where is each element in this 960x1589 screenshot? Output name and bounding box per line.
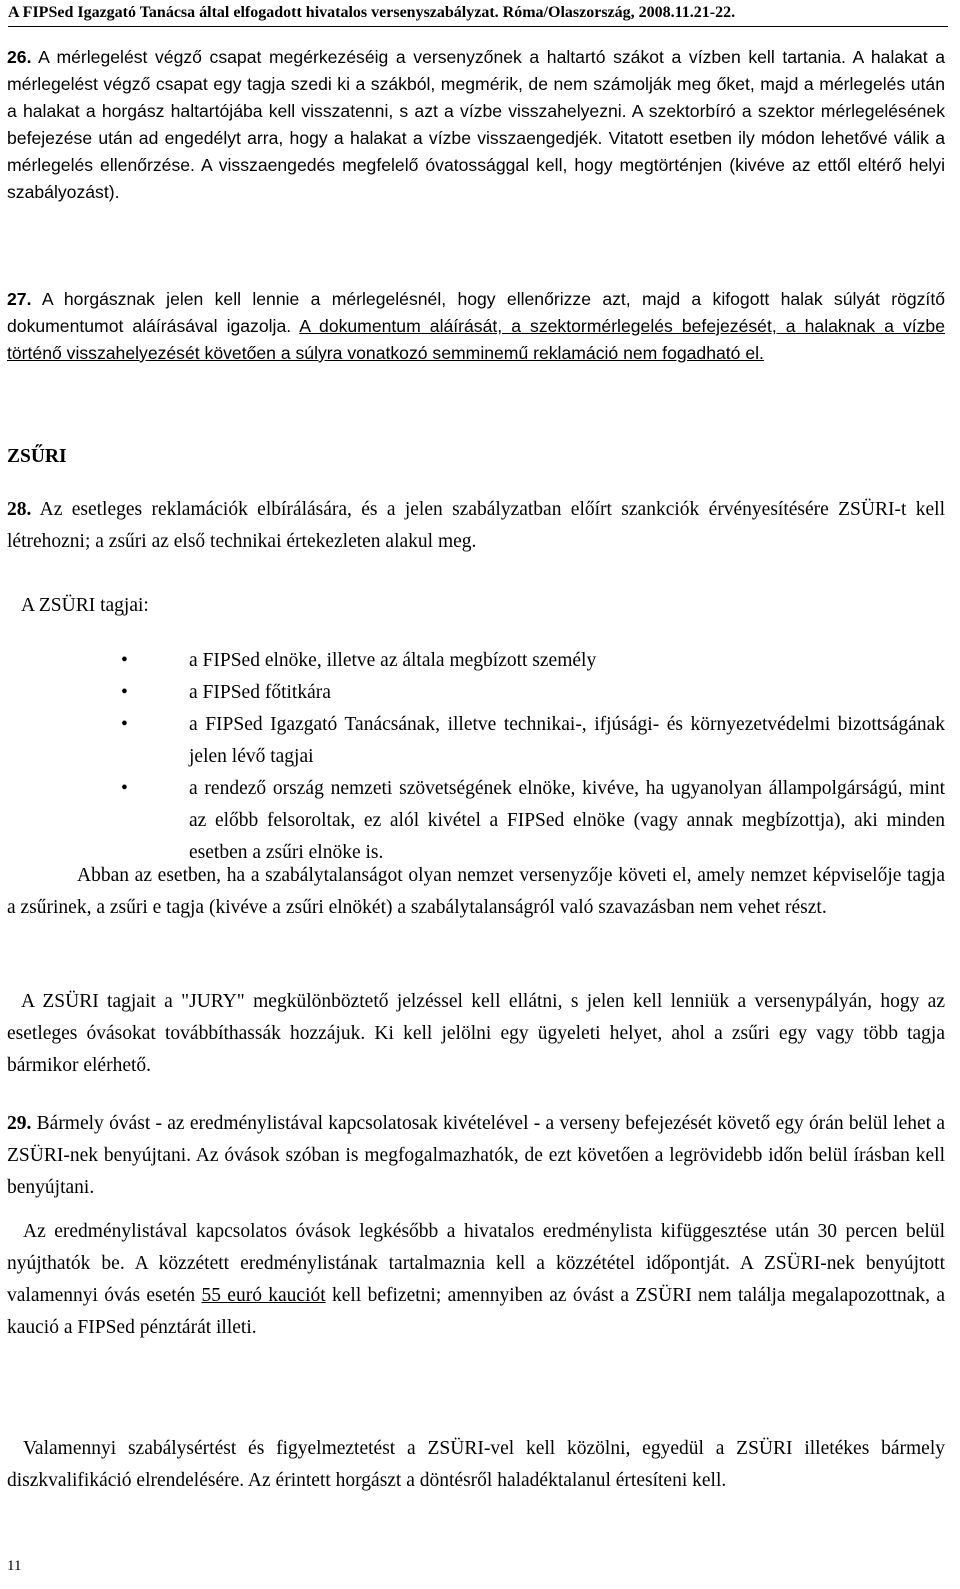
paragraph-number: 26.: [7, 47, 32, 67]
paragraph-valamennyi: Valamennyi szabálysértést és figyelmeztetést a ZSÜRI-vel kell közölni, egyedül a ZSÜRI illetékes bármely diszkvalifikáció elrendelésére. Az érintett horgászt a döntésről haladéktalanul értesíteni kell.: [7, 1438, 945, 1491]
page-number: 11: [7, 1558, 22, 1574]
bullet-icon: •: [121, 714, 128, 735]
paragraph-number: 28.: [7, 499, 32, 520]
paragraph-27: [7, 286, 945, 367]
list-item: • a FIPSed elnöke, illetve az általa megbízott személy: [121, 645, 945, 677]
members-intro: A ZSÜRI tagjai:: [21, 595, 149, 616]
underlined-text: 55 euró kauciót: [201, 1285, 326, 1306]
paragraph-29: [7, 1108, 945, 1204]
list-item: • a FIPSed főtitkára: [121, 677, 945, 709]
paragraph-26: [7, 44, 945, 206]
paragraph-text: A horgásznak jelen kell lennie a mérlegelésnél, hogy ellenőrizze azt, majd a kifogott halak súlyát rögzítő dokumentumot aláírásával igazolja.: [7, 289, 945, 336]
running-header: A FIPSed Igazgató Tanácsa által elfogadott hivatalos versenyszabályzat. Róma/Olaszország, 2008.11.21-22.: [8, 4, 736, 21]
paragraph-jury: A ZSÜRI tagjait a "JURY" megkülönböztető jelzéssel kell ellátni, s jelen kell lenniük a versenypályán, hogy az esetleges óvásokat továbbíthassák hozzájuk. Ki kell jelölni egy ügyeleti helyet, ahol a zsűri egy vagy több tagja bármikor elérhető.: [7, 991, 945, 1076]
bullet-icon: •: [121, 682, 128, 703]
list-item: • a rendező ország nemzeti szövetségének elnöke, kivéve, ha ugyanolyan állampolgárságú, mint az előbb felsoroltak, ez alól kivétel a FIPSed elnöke (vagy annak megbízottja), aki minden esetben a zsűri elnöke is.: [121, 773, 945, 869]
paragraph-ovasok: Az eredménylistával kapcsolatos óvások legkésőbb a hivatalos eredménylista kifüggesztése után 30 percen belül nyújthatók be. A közzétett eredménylistának tartalmaznia kell a közzététel időpontját. A ZSÜRI-nek benyújtott valamennyi óvás esetén 55 euró kauciót kell befizetni; amennyiben az óvást a ZSÜRI nem találja megalapozottnak, a kaució a FIPSed pénztárát illeti.: [7, 1221, 945, 1338]
paragraph-text: Az esetleges reklamációk elbírálására, és a jelen szabályzatban előírt szankciók érvényesítésére ZSÜRI-t kell létrehozni; a zsűri az első technikai értekezleten alakul meg.: [7, 499, 945, 552]
paragraph-number: 27.: [7, 289, 32, 309]
members-list: [121, 645, 945, 869]
section-title: ZSŰRI: [7, 446, 67, 467]
header-rule: [8, 26, 948, 27]
paragraph-abban: Abban az esetben, ha a szabálytalanságot olyan nemzet versenyzője követi el, amely nemzet képviselője tagja a zsűrinek, a zsűri e tagja (kivéve a zsűri elnökét) a szabálytalanságról való szavazásban nem vehet részt.: [7, 865, 945, 918]
paragraph-28: [7, 494, 945, 558]
bullet-icon: •: [121, 778, 128, 799]
bullet-icon: •: [121, 650, 128, 671]
paragraph-text: A mérlegelést végző csapat megérkezéséig a versenyzőnek a haltartó szákot a vízben kell tartania. A halakat a mérlegelést végző csapat egy tagja szedi ki a szákból, megmérik, de nem számolják meg őket, majd a mérlegelés után a halakat a horgász haltartójába kell visszatenni, s azt a vízbe visszahelyezni. A szektorbíró a szektor mérlegelésének befejezése után ad engedélyt arra, hogy a halakat a vízbe visszaengedjék. Vitatott esetben ily módon lehetővé válik a mérlegelés ellenőrzése. A visszaengedés megfelelő óvatossággal kell, hogy megtörténjen (kivéve az ettől eltérő helyi szabályozást).: [7, 47, 946, 202]
paragraph-number: 29.: [7, 1113, 32, 1134]
list-item: • a FIPSed Igazgató Tanácsának, illetve technikai-, ifjúsági- és környezetvédelmi bizottságának jelen lévő tagjai: [121, 709, 945, 773]
underlined-text: A dokumentum aláírását, a szektormérlegelés befejezését, a halaknak a vízbe történő visszahelyezését követően a súlyra vonatkozó semminemű reklamáció nem fogadható el.: [7, 316, 945, 363]
paragraph-text: Bármely óvást - az eredménylistával kapcsolatosak kivételével - a verseny befejezését követő egy órán belül lehet a ZSÜRI-nek benyújtani. Az óvások szóban is megfogalmazhatók, de ezt követően a legrövidebb időn belül írásban kell benyújtani.: [7, 1113, 946, 1198]
